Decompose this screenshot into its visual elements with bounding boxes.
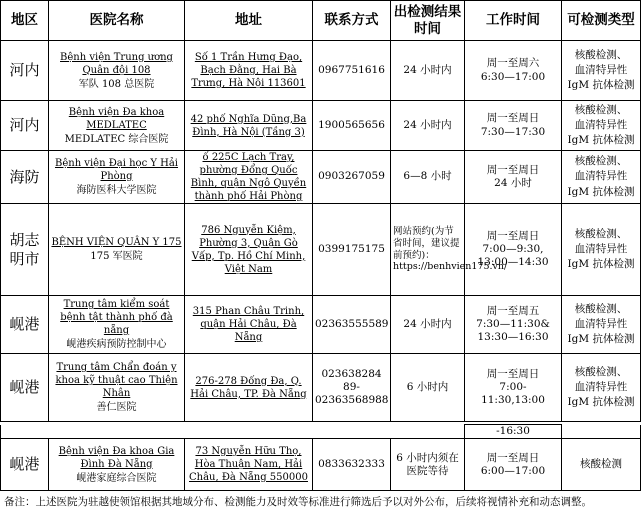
address-text: 73 Nguyễn Hữu Thọ, Hòa Thuận Nam, Hải Châu, Đà Nẵng 550000 xyxy=(189,446,308,484)
hospital-vn-name: Bệnh viện Đa khoa MEDLATEC xyxy=(68,106,165,131)
address-text: 276-278 Đống Đa, Q. Hải Châu, TP. Đà Nẵng xyxy=(190,375,307,400)
region-cell: 岘港 xyxy=(1,354,49,422)
footnote: 备注：上述医院为驻越使领馆根据其地域分布、检测能力及时效等标准进行筛选后予以对外公布，后续将视情补充和动态调整。 xyxy=(4,496,592,508)
gap-table xyxy=(0,424,641,491)
address-cell xyxy=(185,151,313,204)
gap-hours-cell: -16:30 xyxy=(465,425,562,439)
header-turnaround: 出检测结果时间 xyxy=(391,1,465,41)
hours-line: 24 小时 xyxy=(494,177,532,189)
table-row xyxy=(1,354,641,422)
type-line: 核酸检测、 xyxy=(574,227,628,240)
table-row xyxy=(1,151,641,204)
types-cell xyxy=(562,354,641,422)
hours-line: 13:30—16:30 xyxy=(477,331,549,344)
turnaround-cell: 24 小时内 xyxy=(391,296,465,354)
hospital-vn-name: BỆNH VIỆN QUÂN Y 175 xyxy=(51,237,182,248)
types-cell: 核酸检测 xyxy=(562,439,641,491)
table-row xyxy=(1,204,641,296)
hospital-cell xyxy=(49,439,185,491)
type-line: IgM 抗体检测 xyxy=(567,396,635,409)
address-text: Số 1 Trần Hưng Đạo, Bạch Đằng, Hai Bà Trưng, Hà Nội 113601 xyxy=(191,52,306,89)
turnaround-cell: 6 小时内 xyxy=(391,354,465,422)
hours-line: 周一至周日 xyxy=(486,112,540,125)
hours-line: 周一至周五 xyxy=(486,304,540,317)
address-text: 42 phố Nghĩa Dũng,Ba Đình, Hà Nội (Tầng 3) xyxy=(190,113,307,138)
header-hospital: 医院名称 xyxy=(49,1,185,41)
phone-cell: 0399175175 xyxy=(313,204,391,296)
hours-cell xyxy=(465,101,562,151)
hours-line: 周一至周日 xyxy=(486,229,540,242)
turnaround-cell: 24 小时内 xyxy=(391,41,465,101)
hours-line: 13:00—14:30 xyxy=(477,256,549,269)
phone-cell: 1900565656 xyxy=(313,101,391,151)
type-line: 血清特异性 xyxy=(574,118,628,131)
header-address: 地址 xyxy=(185,1,313,41)
hospital-vn-name: Bệnh viện Đa khoa Gia Đình Đà Nẵng xyxy=(58,445,175,470)
phone-cell: 0967751616 xyxy=(313,41,391,101)
type-line: 核酸检测、 xyxy=(574,103,628,116)
address-cell xyxy=(185,204,313,296)
address-cell xyxy=(185,41,313,101)
address-cell xyxy=(185,101,313,151)
type-line: 血清特异性 xyxy=(574,317,628,330)
types-cell xyxy=(562,296,641,354)
type-line: 核酸检测、 xyxy=(574,155,628,168)
hospital-cn-name: 岘港家庭综合医院 xyxy=(76,472,157,484)
region-cell: 胡志明市 xyxy=(1,204,49,296)
hours-cell xyxy=(465,151,562,204)
type-line: IgM 抗体检测 xyxy=(567,79,635,92)
hospital-cn-name: MEDLATEC 综合医院 xyxy=(64,133,169,145)
hours-line: 周一至周日 xyxy=(486,451,540,464)
hours-line: 7:30—17:30 xyxy=(480,125,546,138)
header-row xyxy=(1,1,641,41)
types-cell xyxy=(562,204,641,296)
hours-line: 7:00- xyxy=(499,380,527,393)
address-text: 786 Nguyễn Kiệm, Phường 3, Quận Gò Vấp, Tp. Hồ Chí Minh, Việt Nam xyxy=(191,224,306,275)
table-row xyxy=(1,296,641,354)
type-line: IgM 抗体检测 xyxy=(567,333,635,346)
hours-cell xyxy=(465,41,562,101)
hours-line: 周一至周日 xyxy=(486,367,540,380)
type-line: 血清特异性 xyxy=(574,63,628,76)
phone-cell: 0833632333 xyxy=(313,439,391,491)
type-line: 血清特异性 xyxy=(574,242,628,255)
hospital-cell xyxy=(49,354,185,422)
hospital-cell xyxy=(49,41,185,101)
hours-line: 周一至周日 xyxy=(486,163,540,176)
types-cell xyxy=(562,151,641,204)
hospital-cn-name: 善仁医院 xyxy=(96,402,137,413)
hospital-cell xyxy=(49,296,185,354)
hours-cell xyxy=(465,354,562,422)
hours-line: 周一至周六 xyxy=(486,57,540,70)
turnaround-cell: 网站预约(为节省时间，建议提前预约)：https://benhvien175.vn/ xyxy=(391,204,465,296)
gap-row xyxy=(1,425,641,439)
turnaround-cell: 6—8 小时 xyxy=(391,151,465,204)
header-hours: 工作时间 xyxy=(465,1,562,41)
hospital-cn-name: 175 军医院 xyxy=(90,251,143,262)
hospital-vn-name: Trung tâm Chẩn đoán y khoa kỹ thuật cao Thiện Nhân xyxy=(55,362,178,399)
header-types: 可检测类型 xyxy=(562,1,641,41)
address-text: 315 Phan Châu Trinh, quận Hải Châu, Đà Nẵng xyxy=(192,306,305,343)
region-cell: 岘港 xyxy=(1,439,49,491)
type-line: 血清特异性 xyxy=(574,170,628,183)
phone-cell: 0903267059 xyxy=(313,151,391,204)
turnaround-cell: 6 小时内须在医院等待 xyxy=(391,439,465,491)
phone-cell: 023638284 89-02363568988 xyxy=(313,354,391,422)
hospital-vn-name: Bệnh viện Trung ương Quân đội 108 xyxy=(60,51,173,76)
type-line: IgM 抗体检测 xyxy=(567,258,635,271)
type-line: 血清特异性 xyxy=(574,380,628,393)
hours-line: 6:30—17:00 xyxy=(480,70,546,83)
type-line: 核酸检测、 xyxy=(574,365,628,378)
table-row xyxy=(1,41,641,101)
region-cell: 河内 xyxy=(1,41,49,101)
hospital-cn-name: 岘港疾病预防控制中心 xyxy=(66,339,167,350)
hours-cell xyxy=(465,439,562,491)
hours-line: 7:30—11:30& xyxy=(476,317,550,330)
hospital-cell xyxy=(49,101,185,151)
address-cell xyxy=(185,354,313,422)
region-cell: 河内 xyxy=(1,101,49,151)
hospital-vn-name: Bệnh viện Đại học Y Hải Phòng xyxy=(54,158,179,182)
hours-line: 6:00—17:00 xyxy=(480,464,546,477)
table-row xyxy=(1,101,641,151)
type-line: IgM 抗体检测 xyxy=(567,185,635,198)
types-cell xyxy=(562,101,641,151)
hospital-cell xyxy=(49,151,185,204)
address-cell xyxy=(185,296,313,354)
types-cell xyxy=(562,41,641,101)
hours-cell xyxy=(465,296,562,354)
type-line: 核酸检测、 xyxy=(574,48,628,61)
hospital-cn-name: 军队 108 总医院 xyxy=(78,78,155,90)
type-line: IgM 抗体检测 xyxy=(567,134,635,147)
region-cell: 海防 xyxy=(1,151,49,204)
region-cell: 岘港 xyxy=(1,296,49,354)
turnaround-cell: 24 小时内 xyxy=(391,101,465,151)
header-contact: 联系方式 xyxy=(313,1,391,41)
hours-line: 7:00—9:30, xyxy=(482,242,544,255)
hospital-vn-name: Trung tâm kiểm soát bệnh tật thành phố đà nẵng xyxy=(60,299,173,336)
hours-line: 11:30,13:00 xyxy=(481,394,545,407)
hospital-cell xyxy=(49,204,185,296)
phone-cell: 02363555589 xyxy=(313,296,391,354)
hours-cell xyxy=(465,204,562,296)
header-region: 地区 xyxy=(1,1,49,41)
address-cell xyxy=(185,439,313,491)
type-line: 核酸检测、 xyxy=(574,302,628,315)
table-row xyxy=(1,439,641,491)
address-text: ố 225C Lạch Tray, phường Đổng Quốc Bình, quận Ngô Quyền thành phố Hải Phòng xyxy=(190,152,307,202)
hospital-cn-name: 海防医科大学医院 xyxy=(76,185,157,196)
